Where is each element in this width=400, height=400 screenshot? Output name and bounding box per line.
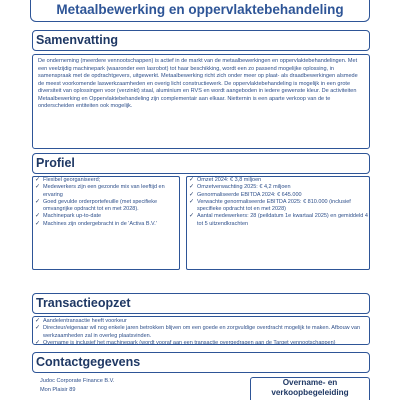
section-heading-profiel: Profiel — [32, 153, 370, 174]
transactieopzet-list — [33, 317, 369, 347]
list-item: ✓ Verwachte genormaliseerde EBITDA 2025: € 810.000 (inclusief specifieke opdracht tot en met 2028) — [189, 198, 351, 213]
profiel-left-column — [32, 176, 180, 270]
list-item: ✓ Aandelentransactie heeft voorkeur — [35, 318, 127, 324]
page-title: Metaalbewerking en oppervlaktebehandeling — [56, 2, 344, 17]
check-icon: ✓ — [35, 184, 41, 191]
contact-address: Mon Plaisir 89 — [40, 387, 76, 393]
contact-service-line2: verkoopbegeleiding — [271, 388, 349, 397]
profiel-body — [32, 176, 370, 270]
transactieopzet-body — [32, 316, 370, 345]
contact-body — [32, 377, 370, 400]
list-item: ✓ Flexibel georganiseerd; — [35, 177, 101, 183]
samenvatting-body — [32, 54, 370, 149]
list-item: ✓ Omzetverwachting 2025: € 4,2 miljoen — [189, 184, 291, 191]
check-icon: ✓ — [35, 325, 41, 332]
list-item: ✓ Machinepark up-to-date — [35, 213, 102, 220]
list-item: ✓ Machines zijn ondergebracht in de 'Activa B.V.' — [35, 220, 157, 227]
list-item: ✓ Aantal medewerkers: 28 (peildatum 1e kwartaal 2025) en gemiddeld 4 tot 5 uitzendkrachten — [189, 213, 368, 227]
section-heading-transactieopzet: Transactieopzet — [32, 293, 370, 314]
contact-address-block — [32, 377, 212, 395]
list-item: ✓ Genormaliseerde EBITDA 2024: € 645.000 — [189, 191, 302, 198]
section-heading-contactgegevens: Contactgegevens — [32, 352, 370, 373]
list-item: ✓ Directeur/eigenaar wil nog enkele jaren betrokken blijven om een goede en zorgvuldige overdracht mogelijk te maken. Afbouw van werkzaamheden zal in overleg plaatsvinden. — [35, 325, 361, 339]
profiel-left-list — [33, 177, 179, 228]
profiel-right-column — [186, 176, 370, 270]
list-item: ✓ Goed gevulde orderportefeuille (met specifieke omvangrijke opdracht tot en met 2028). — [35, 198, 158, 213]
check-icon: ✓ — [189, 177, 195, 183]
check-icon: ✓ — [35, 177, 41, 183]
check-icon: ✓ — [35, 318, 41, 324]
list-item: ✓ Omzet 2024: € 3,8 miljoen — [189, 177, 262, 183]
check-icon: ✓ — [35, 339, 41, 346]
check-icon: ✓ — [189, 198, 195, 205]
check-icon: ✓ — [35, 220, 41, 227]
contact-company: Judoc Corporate Finance B.V. — [40, 378, 115, 384]
contact-service-box — [250, 377, 370, 400]
profiel-right-list — [187, 177, 369, 228]
contact-service-line1: Overname- en — [282, 378, 338, 387]
check-icon: ✓ — [189, 191, 195, 198]
samenvatting-paragraph: De onderneming (meerdere vennootschappen) is actief in de markt van de metaalbewerkingen en oppervlaktebehandelingen. Met een veelzijdig machinepark (waaronder een lasrobot) tot haar beschikking, wordt een zo passend mogelijke oplossing, in samenspraak met de opdrachtgevers, uitgewerkt. Metaalbewerking richt zich onder meer op plaat- als draadbewerkingen alsmede de meest voorkomende laswerkzaamheden en overig licht constructiewerk. De oppervlaktebehandeling is mogelijk in een grote diversiteit van oplossingen voor (verzinkt) staal, aluminium en RVS en wordt aangeboden in iedere gewenste kleur. De activiteiten Metaalbewerking en Oppervlaktebehandeling zijn complementair aan elkaar. Nietternin is een aparte verkoop van de te onderscheiden entiteiten ook mogelijk. — [38, 58, 358, 110]
check-icon: ✓ — [35, 213, 41, 220]
list-item: ✓ Medewerkers zijn een gezonde mix van leeftijd en ervaring — [35, 184, 165, 198]
list-item: ✓ Overname is inclusief het machinepark (wordt vooraf aan een transactie overgedragen aan de Target vennootschappen) — [35, 339, 336, 346]
check-icon: ✓ — [189, 184, 195, 191]
check-icon: ✓ — [189, 213, 195, 220]
section-heading-samenvatting: Samenvatting — [32, 30, 370, 51]
check-icon: ✓ — [35, 198, 41, 205]
title-box — [30, 0, 370, 22]
